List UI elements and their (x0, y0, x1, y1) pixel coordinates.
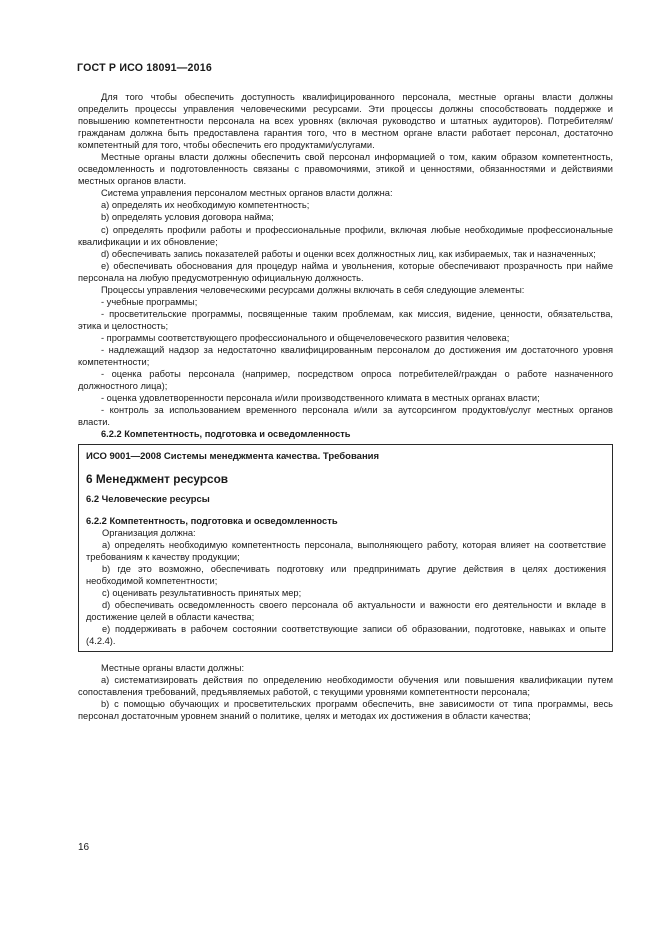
system-item: d) обеспечивать запись показателей работы и оценки всех должностных лиц, как избираемых, так и назначенных; (101, 248, 596, 259)
box-item: b) где это возможно, обеспечивать подготовку или предпринимать другие действия в целях достижения необходимой компетентности; (86, 563, 606, 586)
box-intro: Организация должна: (102, 527, 196, 538)
box-item: e) поддерживать в рабочем состоянии соответствующие записи об образовании, подготовке, навыках и опыте (4.2.4). (86, 623, 606, 646)
process-item: - надлежащий надзор за недостаточно квалифицированным персоналом до достижения им достаточного уровня компетентности; (78, 344, 613, 368)
page-header: ГОСТ Р ИСО 18091—2016 (77, 62, 212, 74)
process-item: - контроль за использованием временного персонала и/или за аутсорсингом продуктов/услуг местных органов власти. (78, 405, 613, 428)
intro-paragraph: Местные органы власти должны обеспечить свой персонал информацией о том, каким образом компетентность, осведомленность и подготовленность связаны с правомочиями, этикой и ценностями, обязанностями и действиями местных органов власти. (78, 152, 613, 187)
processes-intro: Процессы управления человеческими ресурсами должны включать в себя следующие элементы: (101, 284, 525, 295)
system-item: а) определять их необходимую компетентность; (101, 200, 310, 211)
box-heading-human-resources: 6.2 Человеческие ресурсы (86, 493, 210, 505)
intro-paragraph: Система управления персоналом местных органов власти должна: (101, 188, 393, 199)
process-item: - просветительские программы, посвященные таким проблемам, как миссия, видение, ценности, обязательства, этика и целостность; (78, 308, 613, 331)
system-item: e) обеспечивать обоснования для процедур найма и увольнения, которые обеспечивают прозрачность при найме персонала на любую предусмотренную официальную должность. (78, 260, 613, 283)
local-intro: Местные органы власти должны: (101, 663, 245, 674)
local-item: b) с помощью обучающих и просветительских программ обеспечить, вне зависимости от типа программы, весь персонал достаточным уровнем знаний о политике, целях и методах их достижения в области качества; (78, 699, 613, 722)
body-text (78, 91, 613, 722)
iso-quote-box (78, 444, 613, 652)
intro-paragraph: Для того чтобы обеспечить доступность квалифицированного персонала, местные органы власти должны определить процессы управления человеческими ресурсами. Эти процессы должны способствовать поддержке и повышению компетентности персонала на всех уровнях (включая руководство и штатных аудиторов). Потребителям/гражданам должна быть предоставлена гарантия того, что в местном органе власти работает персонал, достаточно компетентный для того, чтобы обеспечить его продуктами/услугами. (78, 92, 613, 151)
process-item: - программы соответствующего профессионального и общечеловеческого развития человека; (101, 332, 510, 343)
process-item: - оценка работы персонала (например, посредством опроса потребителей/граждан о работе назначенного должностного лица); (78, 369, 613, 392)
box-title: ИСО 9001—2008 Системы менеджмента качества. Требования (86, 451, 380, 463)
box-item: d) обеспечивать осведомленность своего персонала об актуальности и важности его деятельности и вкладе в достижение целей в области качества; (86, 599, 606, 622)
local-item: а) систематизировать действия по определению необходимости обучения или повышения квалификации путем сопоставления требований, предъявляемых работой, с текущими уровнями компетентности персонала; (78, 675, 613, 698)
system-item: c) определять профили работы и профессиональные профили, включая любые необходимые профессиональные квалификации и их обновление; (78, 224, 613, 247)
process-item: - учебные программы; (101, 296, 198, 307)
system-item: b) определять условия договора найма; (101, 212, 274, 223)
box-item: а) определять необходимую компетентность персонала, выполняющего работу, которая влияет на соответствие требованиям к качеству продукции; (86, 539, 606, 562)
process-item: - оценка удовлетворенности персонала и/или производственного климата в местных органах власти; (101, 393, 540, 404)
box-heading-resources: 6 Менеджмент ресурсов (86, 472, 229, 487)
box-item: c) оценивать результативность принятых мер; (102, 587, 302, 598)
page-number: 16 (78, 842, 90, 853)
section-heading: 6.2.2 Компетентность, подготовка и осведомленность (101, 429, 351, 440)
box-heading-competence: 6.2.2 Компетентность, подготовка и осведомленность (86, 514, 338, 526)
